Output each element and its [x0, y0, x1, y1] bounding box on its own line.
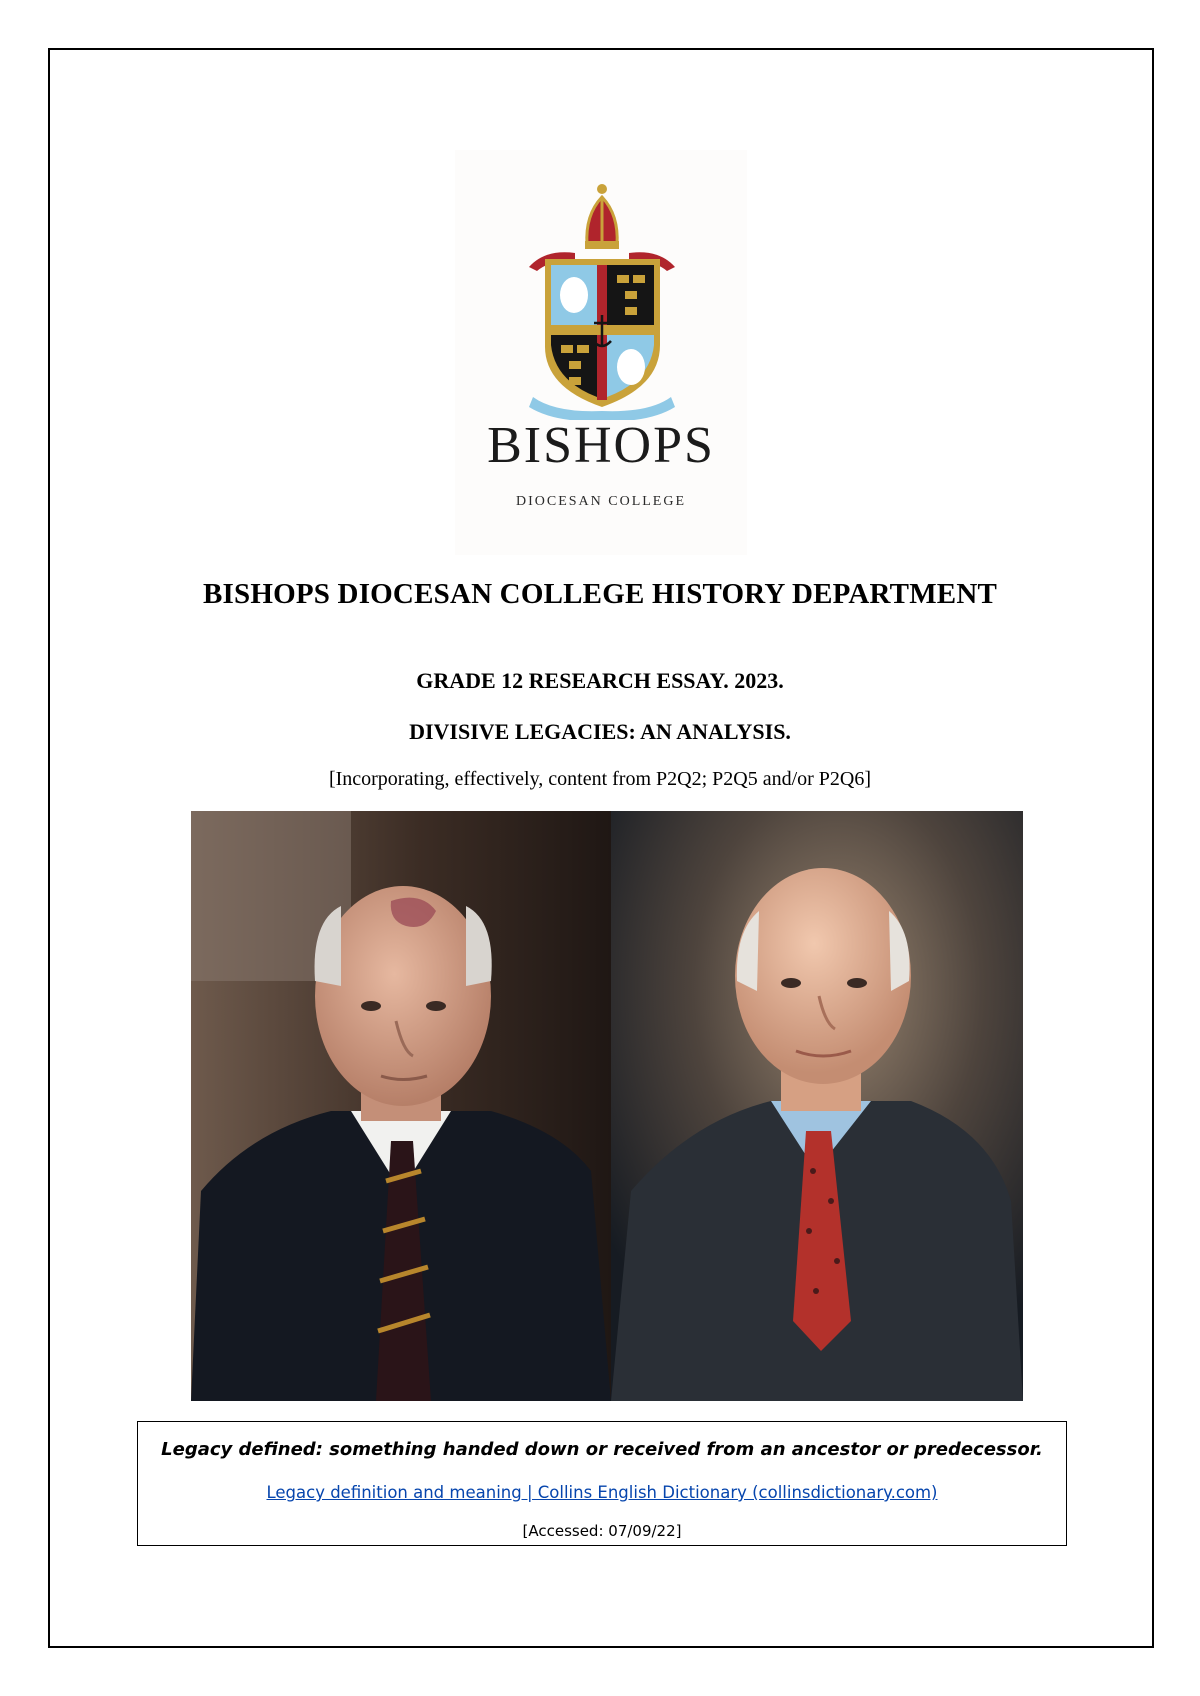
- essay-subtitle: DIVISIVE LEGACIES: AN ANALYSIS.: [409, 719, 791, 744]
- essay-heading: GRADE 12 RESEARCH ESSAY. 2023.: [416, 668, 784, 693]
- definition-box: [137, 1421, 1067, 1546]
- portrait-photos: [191, 811, 1023, 1401]
- logo-subtitle: DIOCESAN COLLEGE: [515, 494, 687, 509]
- logo-wordmark: BISHOPS: [487, 417, 715, 474]
- legacy-definition: Legacy defined: something handed down or received from an ancestor or predecessor.: [161, 1439, 1043, 1460]
- left-portrait-icon: [191, 811, 611, 1401]
- right-portrait-icon: [611, 811, 1023, 1401]
- essay-note: [Incorporating, effectively, content from P2Q2; P2Q5 and/or P2Q6]: [328, 768, 872, 790]
- accessed-date: [Accessed: 07/09/22]: [522, 1522, 682, 1540]
- crest-icon: [515, 175, 690, 420]
- department-title: BISHOPS DIOCESAN COLLEGE HISTORY DEPARTMENT: [202, 578, 998, 610]
- collins-dictionary-link[interactable]: Legacy definition and meaning | Collins English Dictionary (collinsdictionary.com): [266, 1483, 938, 1502]
- school-logo: [455, 150, 747, 555]
